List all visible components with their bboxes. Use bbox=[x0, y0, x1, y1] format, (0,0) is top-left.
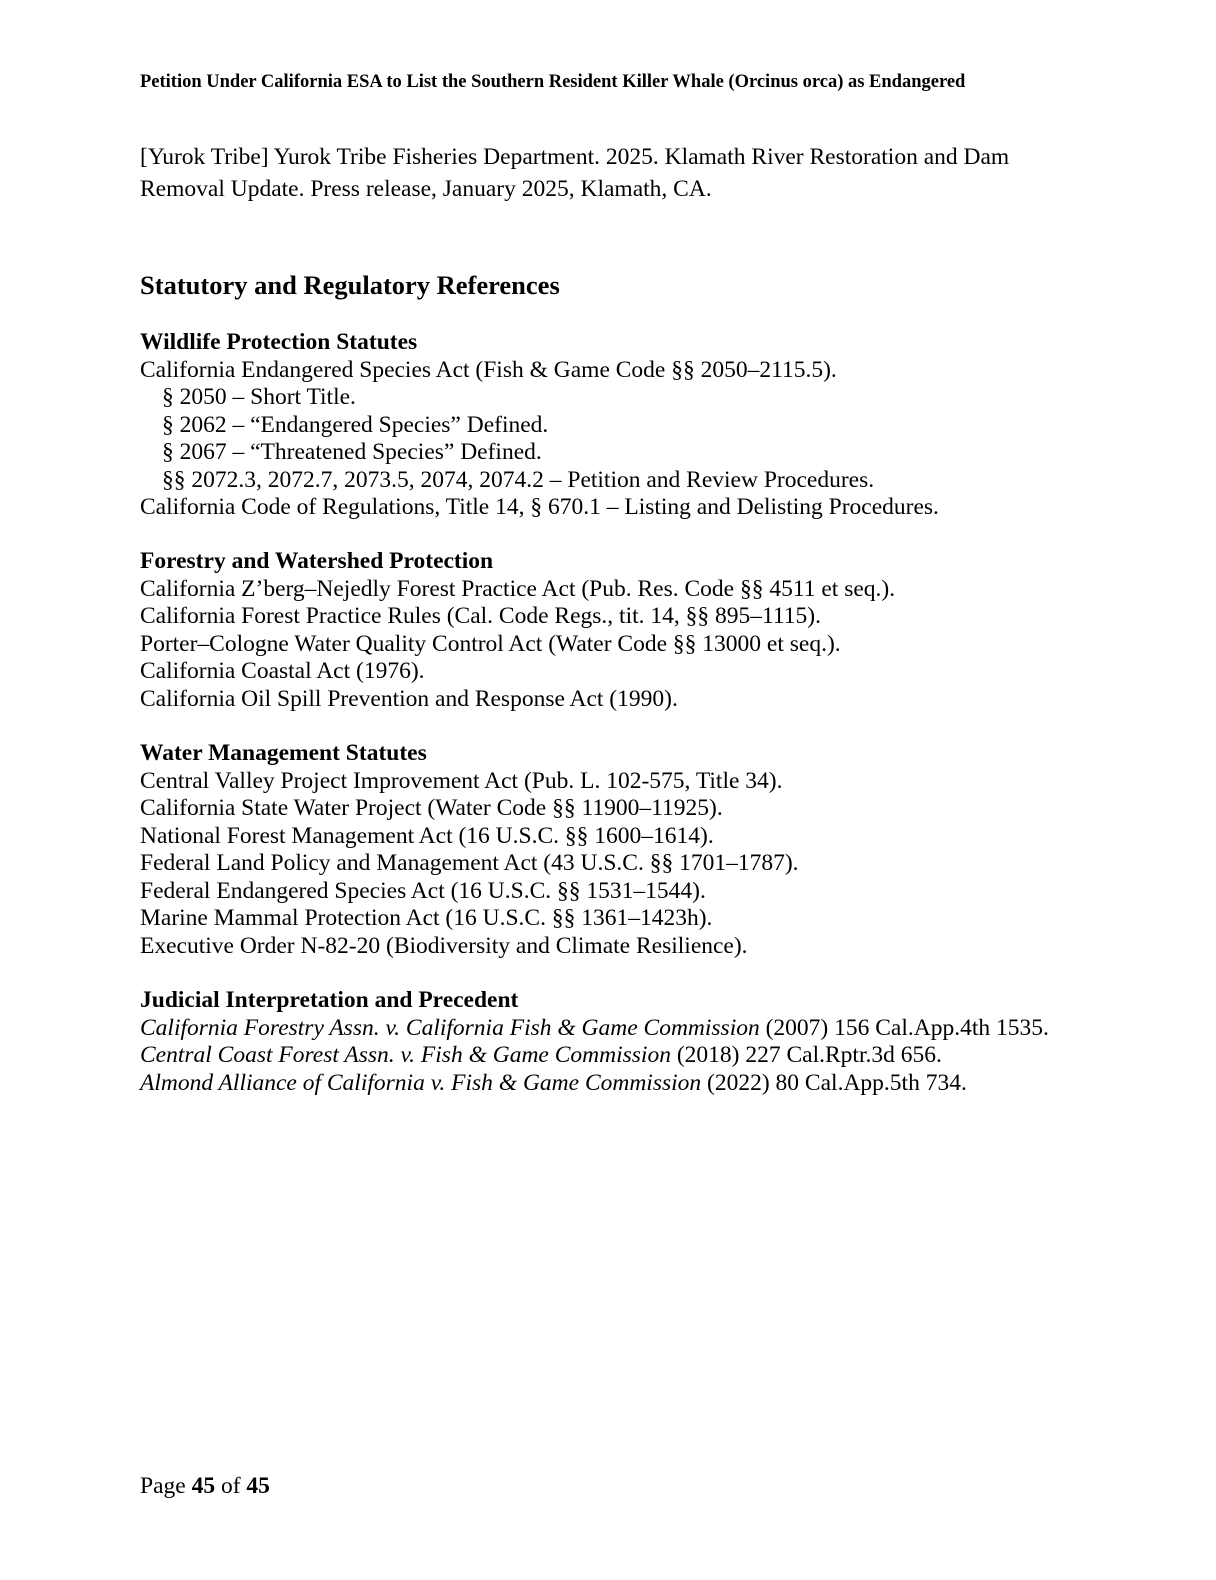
reference-entry-line: [Yurok Tribe] Yurok Tribe Fisheries Department. 2025. Klamath River Restoration and Dam bbox=[140, 144, 1010, 170]
case-reporter: (2018) 227 Cal.Rptr.3d 656. bbox=[670, 1042, 942, 1068]
page-total: 45 bbox=[246, 1473, 270, 1499]
section-heading: Statutory and Regulatory References bbox=[140, 270, 560, 300]
case-name: Central Coast Forest Assn. v. Fish & Game Commission bbox=[140, 1042, 671, 1068]
case-reporter: (2007) 156 Cal.App.4th 1535. bbox=[759, 1014, 1049, 1041]
case-citation bbox=[140, 1015, 1140, 1043]
judicial-interpretation-precedent bbox=[140, 987, 1140, 1097]
subsection-title: Judicial Interpretation and Precedent bbox=[140, 987, 519, 1013]
statute-subitem: § 2067 – “Threatened Species” Defined. bbox=[162, 439, 542, 465]
statute-item: California Endangered Species Act (Fish & Game Code §§ 2050–2115.5). bbox=[140, 356, 837, 383]
water-management-statutes bbox=[140, 740, 1140, 960]
statute-item: Federal Endangered Species Act (16 U.S.C. §§ 1531–1544). bbox=[140, 877, 706, 904]
statute-subitem: § 2050 – Short Title. bbox=[162, 384, 356, 410]
wildlife-protection-statutes bbox=[140, 329, 1140, 522]
statute-item: Central Valley Project Improvement Act (Pub. L. 102-575, Title 34). bbox=[140, 767, 783, 794]
statute-item: California Coastal Act (1976). bbox=[140, 658, 425, 684]
statute-item: California Forest Practice Rules (Cal. Code Regs., tit. 14, §§ 895–1115). bbox=[140, 603, 821, 629]
statute-item: California Code of Regulations, Title 14, § 670.1 – Listing and Delisting Procedures. bbox=[140, 494, 939, 520]
forestry-watershed-protection bbox=[140, 548, 1140, 713]
statute-item: Federal Land Policy and Management Act (43 U.S.C. §§ 1701–1787). bbox=[140, 850, 799, 876]
case-citation bbox=[140, 1070, 1140, 1098]
statute-item: Marine Mammal Protection Act (16 U.S.C. §§ 1361–1423h). bbox=[140, 905, 713, 931]
page-label: Page bbox=[140, 1473, 192, 1499]
statute-item: California State Water Project (Water Code §§ 11900–11925). bbox=[140, 795, 723, 821]
case-reporter: (2022) 80 Cal.App.5th 734. bbox=[701, 1069, 967, 1096]
case-name: Almond Alliance of California v. Fish & Game Commission bbox=[140, 1069, 702, 1096]
page-footer bbox=[140, 1472, 270, 1500]
page-of-label: of bbox=[215, 1473, 247, 1499]
running-header: Petition Under California ESA to List the Southern Resident Killer Whale (Orcinus orca) as Endangered bbox=[140, 72, 966, 92]
page-number: 45 bbox=[191, 1473, 216, 1499]
statute-subitem: §§ 2072.3, 2072.7, 2073.5, 2074, 2074.2 – Petition and Review Procedures. bbox=[162, 466, 875, 493]
statute-item: National Forest Management Act (16 U.S.C. §§ 1600–1614). bbox=[140, 822, 714, 849]
statute-item: Porter–Cologne Water Quality Control Act (Water Code §§ 13000 et seq.). bbox=[140, 630, 841, 657]
reference-entry-yurok-tribe bbox=[140, 141, 1060, 205]
reference-entry-line: Removal Update. Press release, January 2025, Klamath, CA. bbox=[140, 176, 712, 202]
subsection-title: Wildlife Protection Statutes bbox=[140, 329, 418, 355]
case-name: California Forestry Assn. v. California Fish & Game Commission bbox=[140, 1014, 760, 1041]
case-citation bbox=[140, 1042, 1140, 1070]
subsection-title: Water Management Statutes bbox=[140, 740, 427, 766]
statute-subitem: § 2062 – “Endangered Species” Defined. bbox=[162, 411, 549, 438]
statute-item: Executive Order N-82-20 (Biodiversity and Climate Resilience). bbox=[140, 932, 748, 959]
subsection-title: Forestry and Watershed Protection bbox=[140, 548, 494, 574]
statute-item: California Z’berg–Nejedly Forest Practice Act (Pub. Res. Code §§ 4511 et seq.). bbox=[140, 575, 896, 602]
statute-item: California Oil Spill Prevention and Response Act (1990). bbox=[140, 685, 678, 712]
